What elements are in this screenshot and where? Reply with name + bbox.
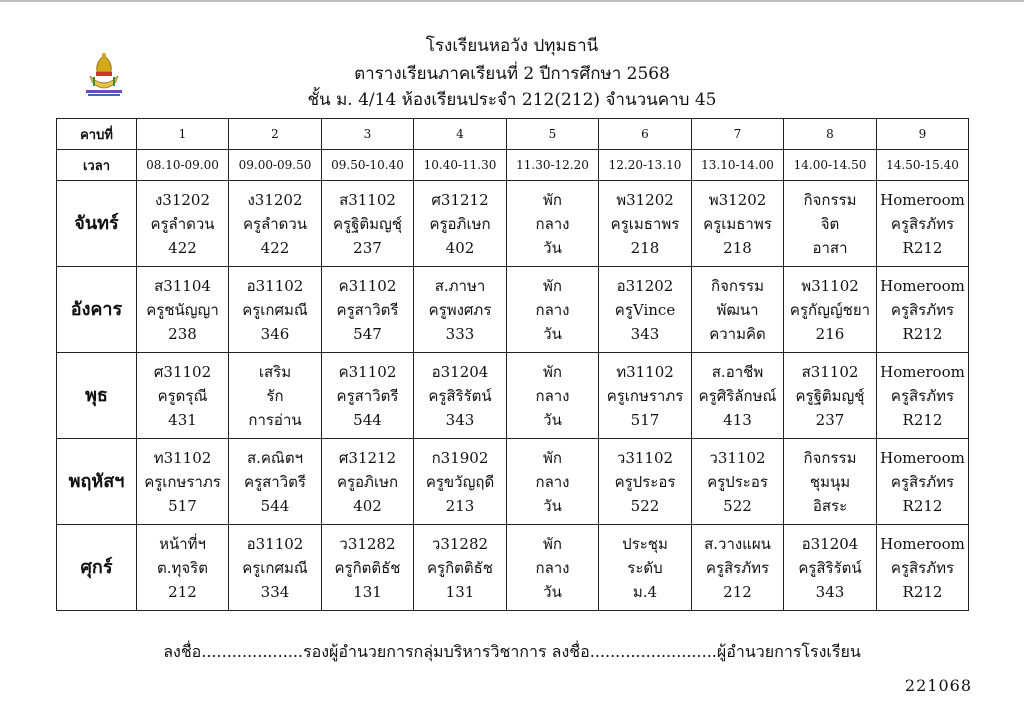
schedule-cell xyxy=(229,267,322,353)
cell-line: ว31102 xyxy=(709,448,766,467)
cell-line: ครูอภิเษก xyxy=(429,214,491,233)
cell-line: ครูพงศภร xyxy=(428,300,492,319)
cell-line: กิจกรรม xyxy=(803,190,857,209)
time-slot: 14.50-15.40 xyxy=(877,150,969,181)
cell-line: R212 xyxy=(902,324,943,343)
cell-line: ครูสาวิตรี xyxy=(336,300,399,319)
top-border-line xyxy=(0,0,1024,2)
schedule-cell xyxy=(784,267,877,353)
cell-line: 212 xyxy=(168,582,197,601)
cell-line: ครูเกษราภร xyxy=(144,472,221,491)
cell-line: วัน xyxy=(543,410,562,429)
schedule-cell xyxy=(599,439,692,525)
cell-line: ครูสาวิตรี xyxy=(336,386,399,405)
cell-line: พัก xyxy=(543,448,562,467)
cell-line: ครูสิริรัตน์ xyxy=(428,386,492,405)
cell-line: Homeroom xyxy=(880,190,965,209)
cell-line: 422 xyxy=(168,238,197,257)
period-label: คาบที่ xyxy=(57,119,137,150)
day-row xyxy=(57,525,969,611)
cell-line: ศ31212 xyxy=(431,190,489,209)
cell-line: พ31202 xyxy=(708,190,767,209)
cell-line: 517 xyxy=(168,496,197,515)
schedule-cell xyxy=(507,525,599,611)
cell-line: 218 xyxy=(630,238,660,257)
cell-line: 212 xyxy=(723,582,752,601)
schedule-cell xyxy=(507,439,599,525)
cell-line: วัน xyxy=(543,324,562,343)
cell-line: ศ31102 xyxy=(153,362,212,381)
cell-line: วัน xyxy=(543,238,562,257)
cell-line: เสริม xyxy=(258,362,292,381)
cell-line: 544 xyxy=(260,496,290,515)
time-slot: 09.50-10.40 xyxy=(322,150,414,181)
time-slot: 14.00-14.50 xyxy=(784,150,877,181)
cell-line: ส31102 xyxy=(801,362,859,381)
cell-line: พัก xyxy=(543,362,562,381)
schedule-cell xyxy=(229,439,322,525)
cell-line: ชุมนุม xyxy=(809,472,851,491)
schedule-cell xyxy=(784,439,877,525)
cell-line: กิจกรรม xyxy=(711,276,764,295)
cell-line: Homeroom xyxy=(880,362,965,381)
schedule-cell xyxy=(877,267,969,353)
cell-line: ค31102 xyxy=(338,276,397,295)
cell-line: R212 xyxy=(902,410,943,429)
schedule-cell xyxy=(137,439,229,525)
cell-line: ครูกิตติธัช xyxy=(334,558,401,577)
cell-line: อ31204 xyxy=(801,534,859,553)
schedule-cell xyxy=(877,439,969,525)
cell-line: Homeroom xyxy=(880,534,965,553)
cell-line: อาสา xyxy=(812,238,848,257)
cell-line: ความคิด xyxy=(709,324,766,343)
schedule-cell xyxy=(507,267,599,353)
schedule-cell xyxy=(692,181,784,267)
period-number: 2 xyxy=(229,119,322,150)
cell-line: ครูชนัญญา xyxy=(146,300,219,319)
cell-line: ส31104 xyxy=(154,276,211,295)
schedule-cell xyxy=(599,181,692,267)
time-slot: 08.10-09.00 xyxy=(137,150,229,181)
cell-line: พัก xyxy=(543,534,562,553)
cell-line: อิสระ xyxy=(812,496,848,515)
schedule-cell xyxy=(877,353,969,439)
schedule-cell xyxy=(692,525,784,611)
cell-line: อ31102 xyxy=(246,276,304,295)
cell-line: R212 xyxy=(902,238,943,257)
cell-line: ครูสิรภัทร xyxy=(890,558,955,577)
schedule-cell xyxy=(322,439,414,525)
cell-line: ครูขวัญฤดี xyxy=(425,472,495,491)
cell-line: ครูลำดวน xyxy=(242,214,308,233)
day-row xyxy=(57,353,969,439)
cell-line: ส.คณิตฯ xyxy=(246,448,304,467)
cell-line: ครูสิรภัทร xyxy=(705,558,770,577)
cell-line: ส.อาชีพ xyxy=(711,362,764,381)
cell-line: อ31204 xyxy=(431,362,489,381)
time-label: เวลา xyxy=(57,150,137,181)
schedule-cell xyxy=(137,181,229,267)
cell-line: Homeroom xyxy=(880,276,965,295)
schedule-cell xyxy=(599,353,692,439)
period-number: 1 xyxy=(137,119,229,150)
cell-line: ครูสิรภัทร xyxy=(890,386,955,405)
schedule-cell xyxy=(229,181,322,267)
cell-line: ครูอภิเษก xyxy=(336,472,399,491)
schedule-cell xyxy=(599,525,692,611)
cell-line: ว31282 xyxy=(431,534,489,553)
cell-line: 216 xyxy=(815,324,845,343)
cell-line: การอ่าน xyxy=(248,410,302,429)
cell-line: ครูสิรภัทร xyxy=(890,214,955,233)
period-number: 8 xyxy=(784,119,877,150)
time-slot: 11.30-12.20 xyxy=(507,150,599,181)
cell-line: 237 xyxy=(353,238,382,257)
schedule-cell xyxy=(322,353,414,439)
cell-line: พ31102 xyxy=(801,276,859,295)
period-number: 6 xyxy=(599,119,692,150)
cell-line: Homeroom xyxy=(880,448,965,467)
cell-line: ครูลำดวน xyxy=(150,214,215,233)
schedule-cell xyxy=(229,353,322,439)
time-slot: 09.00-09.50 xyxy=(229,150,322,181)
schedule-cell xyxy=(507,353,599,439)
cell-line: วัน xyxy=(543,496,562,515)
cell-line: กลาง xyxy=(535,214,570,233)
day-name: พุธ xyxy=(57,353,137,439)
cell-line: กลาง xyxy=(535,558,570,577)
schedule-cell xyxy=(322,525,414,611)
cell-line: 413 xyxy=(723,410,752,429)
day-row xyxy=(57,267,969,353)
cell-line: 343 xyxy=(445,410,475,429)
cell-line: กลาง xyxy=(535,472,570,491)
cell-line: ว31102 xyxy=(616,448,674,467)
schedule-cell xyxy=(692,267,784,353)
day-row xyxy=(57,181,969,267)
cell-line: ครูดรุณี xyxy=(157,386,208,405)
cell-line: ส31102 xyxy=(339,190,396,209)
cell-line: ท31102 xyxy=(153,448,212,467)
cell-line: ศ31212 xyxy=(338,448,397,467)
day-name: ศุกร์ xyxy=(57,525,137,611)
schedule-cell xyxy=(414,353,507,439)
period-number: 9 xyxy=(877,119,969,150)
cell-line: 522 xyxy=(723,496,752,515)
schedule-cell xyxy=(229,525,322,611)
cell-line: หน้าที่ฯ xyxy=(159,534,206,553)
cell-line: ครูสิริรัตน์ xyxy=(798,558,862,577)
time-slot: 10.40-11.30 xyxy=(414,150,507,181)
schedule-cell xyxy=(137,267,229,353)
cell-line: 402 xyxy=(445,238,475,257)
period-number: 7 xyxy=(692,119,784,150)
cell-line: 238 xyxy=(168,324,197,343)
schedule-cell xyxy=(784,181,877,267)
day-name: จันทร์ xyxy=(57,181,137,267)
cell-line: ประชุม xyxy=(622,534,668,553)
class-info: ชั้น ม. 4/14 ห้องเรียนประจำ 212(212) จำนวนคาบ 45 xyxy=(307,90,717,110)
cell-line: ครูVince xyxy=(614,300,676,319)
schedule-cell xyxy=(414,181,507,267)
cell-line: ส.วางแผน xyxy=(704,534,771,553)
schedule-cell xyxy=(137,353,229,439)
schedule-cell xyxy=(784,353,877,439)
cell-line: 237 xyxy=(815,410,845,429)
cell-line: 522 xyxy=(630,496,660,515)
cell-line: กลาง xyxy=(535,300,570,319)
time-row xyxy=(57,150,969,181)
day-row xyxy=(57,439,969,525)
period-number: 5 xyxy=(507,119,599,150)
cell-line: ครูสาวิตรี xyxy=(244,472,306,491)
cell-line: ม.4 xyxy=(632,582,658,601)
schedule-cell xyxy=(414,525,507,611)
cell-line: ครูเกศมณี xyxy=(242,558,308,577)
cell-line: ท31102 xyxy=(616,362,674,381)
cell-line: ง31202 xyxy=(154,190,211,209)
cell-line: รัก xyxy=(266,386,284,405)
document-code: 221068 xyxy=(904,676,972,695)
cell-line: ครูกัญญ์ชยา xyxy=(789,300,871,319)
cell-line: พ31202 xyxy=(616,190,674,209)
term-title: ตารางเรียนภาคเรียนที่ 2 ปีการศึกษา 2568 xyxy=(354,64,670,84)
schedule-cell xyxy=(877,181,969,267)
cell-line: 131 xyxy=(445,582,475,601)
cell-line: ครูศิริลักษณ์ xyxy=(698,386,777,405)
schedule-cell xyxy=(322,267,414,353)
period-header-row xyxy=(57,119,969,150)
cell-line: ครูประอร xyxy=(614,472,676,491)
cell-line: 213 xyxy=(445,496,475,515)
cell-line: ครูสิรภัทร xyxy=(890,472,955,491)
schedule-cell xyxy=(507,181,599,267)
cell-line: ครูฐิติมญชุ์ xyxy=(333,214,402,233)
cell-line: กลาง xyxy=(535,386,570,405)
cell-line: 218 xyxy=(723,238,752,257)
cell-line: ครูเมธาพร xyxy=(610,214,680,233)
cell-line: 346 xyxy=(260,324,290,343)
period-number: 3 xyxy=(322,119,414,150)
timetable xyxy=(56,118,969,611)
cell-line: 131 xyxy=(353,582,382,601)
cell-line: ก31902 xyxy=(431,448,489,467)
cell-line: วัน xyxy=(543,582,562,601)
cell-line: ค31102 xyxy=(338,362,397,381)
schedule-cell xyxy=(692,439,784,525)
time-slot: 12.20-13.10 xyxy=(599,150,692,181)
cell-line: 333 xyxy=(445,324,475,343)
school-name: โรงเรียนหอวัง ปทุมธานี xyxy=(425,36,599,56)
cell-line: อ31202 xyxy=(616,276,674,295)
cell-line: ง31202 xyxy=(247,190,303,209)
schedule-cell xyxy=(692,353,784,439)
cell-line: ต.ทุจริต xyxy=(157,558,208,577)
cell-line: ครูฐิติมญชุ์ xyxy=(795,386,865,405)
cell-line: ส.ภาษา xyxy=(434,276,486,295)
schedule-cell xyxy=(414,267,507,353)
cell-line: พัฒนา xyxy=(716,300,759,319)
cell-line: 544 xyxy=(353,410,382,429)
schedule-cell xyxy=(137,525,229,611)
cell-line: กิจกรรม xyxy=(803,448,857,467)
cell-line: ครูกิตติธัช xyxy=(427,558,493,577)
cell-line: 517 xyxy=(630,410,660,429)
schedule-cell xyxy=(322,181,414,267)
cell-line: พัก xyxy=(543,276,562,295)
cell-line: อ31102 xyxy=(246,534,304,553)
cell-line: 431 xyxy=(168,410,197,429)
schedule-cell xyxy=(877,525,969,611)
cell-line: 547 xyxy=(353,324,382,343)
cell-line: 334 xyxy=(260,582,290,601)
signature-line: ลงชื่อ....................รองผู้อำนวยการกลุ่มบริหารวิชาการ ลงชื่อ.........................ผู้อำนวยการโรงเรียน xyxy=(163,642,861,661)
cell-line: 343 xyxy=(815,582,845,601)
cell-line: พัก xyxy=(543,190,562,209)
cell-line: ครูเกษราภร xyxy=(606,386,684,405)
schedule-cell xyxy=(599,267,692,353)
cell-line: ครูเกศมณี xyxy=(242,300,308,319)
cell-line: 402 xyxy=(353,496,382,515)
cell-line: 343 xyxy=(630,324,660,343)
period-number: 4 xyxy=(414,119,507,150)
time-slot: 13.10-14.00 xyxy=(692,150,784,181)
cell-line: ครูสิรภัทร xyxy=(890,300,955,319)
schedule-cell xyxy=(784,525,877,611)
cell-line: ครูประอร xyxy=(707,472,768,491)
cell-line: ครูเมธาพร xyxy=(703,214,772,233)
cell-line: ระดับ xyxy=(627,558,663,577)
cell-line: R212 xyxy=(902,582,943,601)
cell-line: ว31282 xyxy=(339,534,396,553)
day-name: อังคาร xyxy=(57,267,137,353)
cell-line: จิต xyxy=(820,214,840,233)
day-name: พฤหัสฯ xyxy=(57,439,137,525)
cell-line: R212 xyxy=(902,496,943,515)
schedule-cell xyxy=(414,439,507,525)
cell-line: 422 xyxy=(260,238,290,257)
